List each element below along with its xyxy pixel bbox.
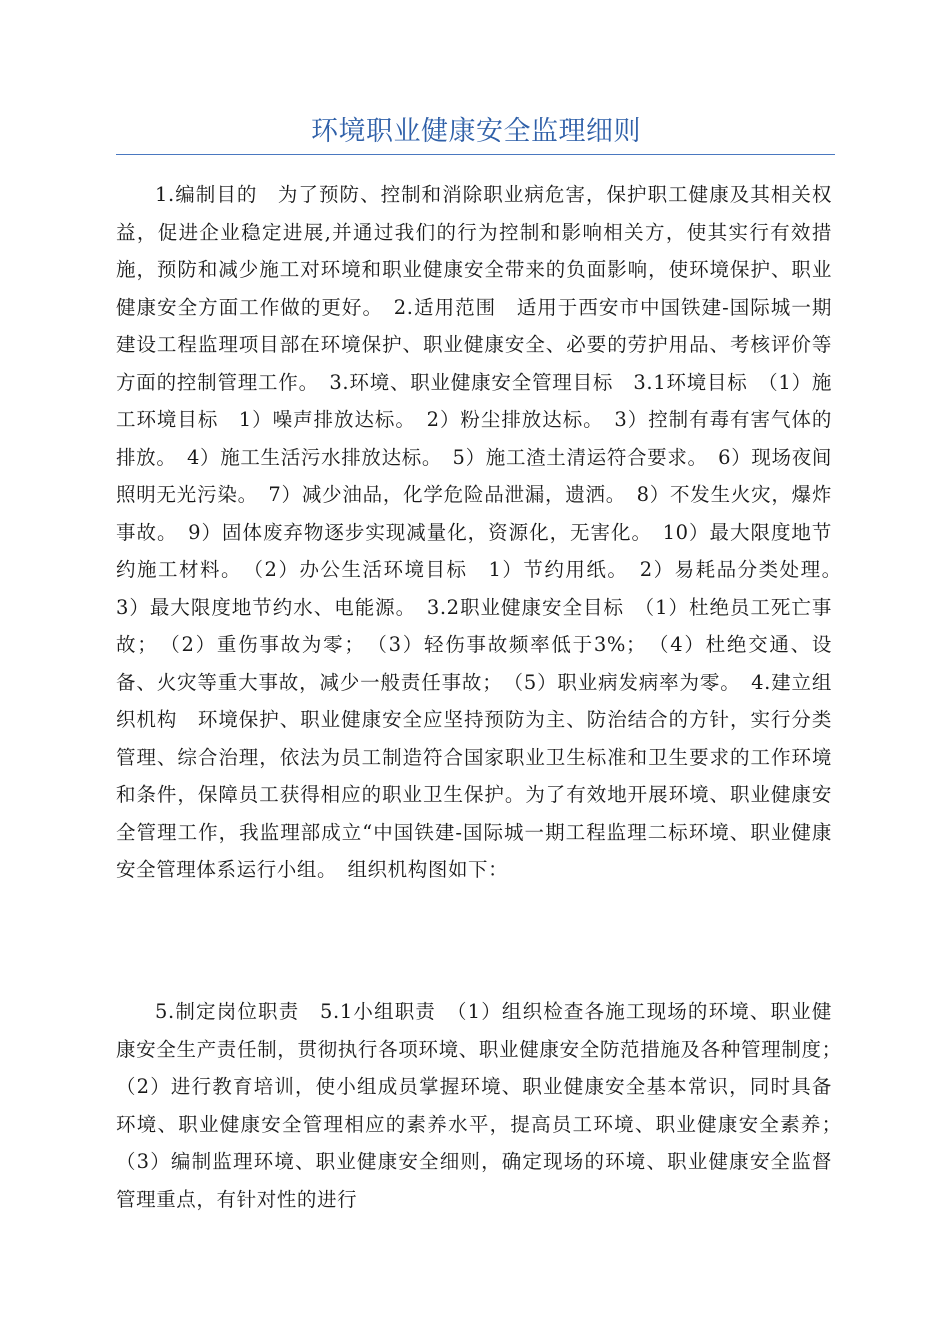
body-paragraph-2: 5.制定岗位职责 5.1小组职责 （1）组织检查各施工现场的环境、职业健康安全生产责任制，贯彻执行各项环境、职业健康安全防范措施及各种管理制度； （2）进行教育培训，使小组成员掌握环境、职业健康安全基本常识，同时具备环境、职业健康安全管理相应的素养水平，提高员工环境、职业健康安全素养； （3）编制监理环境、职业健康安全细则，确定现场的环境、职业健康安全监督管理重点，有针对性的进行 [116,1000,853,1211]
title-underline-divider [116,154,835,155]
document-title: 环境职业健康安全监理细则 [311,116,641,147]
body-paragraph-1: 1.编制目的 为了预防、控制和消除职业病危害，保护职工健康及其相关权益，促进企业稳定进展,并通过我们的行为控制和影响相关方，使其实行有效措施，预防和减少施工对环境和职业健康安全带来的负面影响，使环境保护、职业健康安全方面工作做的更好。 2.适用范围 适用于西安市中国铁建-国际城一期建设工程监理项目部在环境保护、职业健康安全、必要的劳护用品、考核评价等方面的控制管理工作。 3.环境、职业健康安全管理目标 3.1环境目标 （1）施工环境目标 1）噪声排放达标。 2）粉尘排放达标。 3）控制有毒有害气体的排放。 4）施工生活污水排放达标。 5）施工渣土清运符合要求。 6）现场夜间照明无光污染。 7）减少油品，化学危险品泄漏，遗洒。 8）不发生火灾，爆炸事故。 9）固体废弃物逐步实现减量化，资源化，无害化。 10）最大限度地节约施工材料。 （2）办公生活环境目标 1）节约用纸。 2）易耗品分类处理。 3）最大限度地节约水、电能源。 3.2职业健康安全目标 （1）杜绝员工死亡事故； （2）重伤事故为零； （3）轻伤事故频率低于3%； （4）杜绝交通、设备、火灾等重大事故，减少一般责任事故； （5）职业病发病率为零。 4.建立组织机构 环境保护、职业健康安全应坚持预防为主、防治结合的方针，实行分类管理、综合治理，依法为员工制造符合国家职业卫生标准和卫生要求的工作环境和条件，保障员工获得相应的职业卫生保护。为了有效地开展环境、职业健康安全管理工作，我监理部成立“中国铁建-国际城一期工程监理二标环境、职业健康安全管理体系运行小组。 组织机构图如下： [116,183,853,881]
